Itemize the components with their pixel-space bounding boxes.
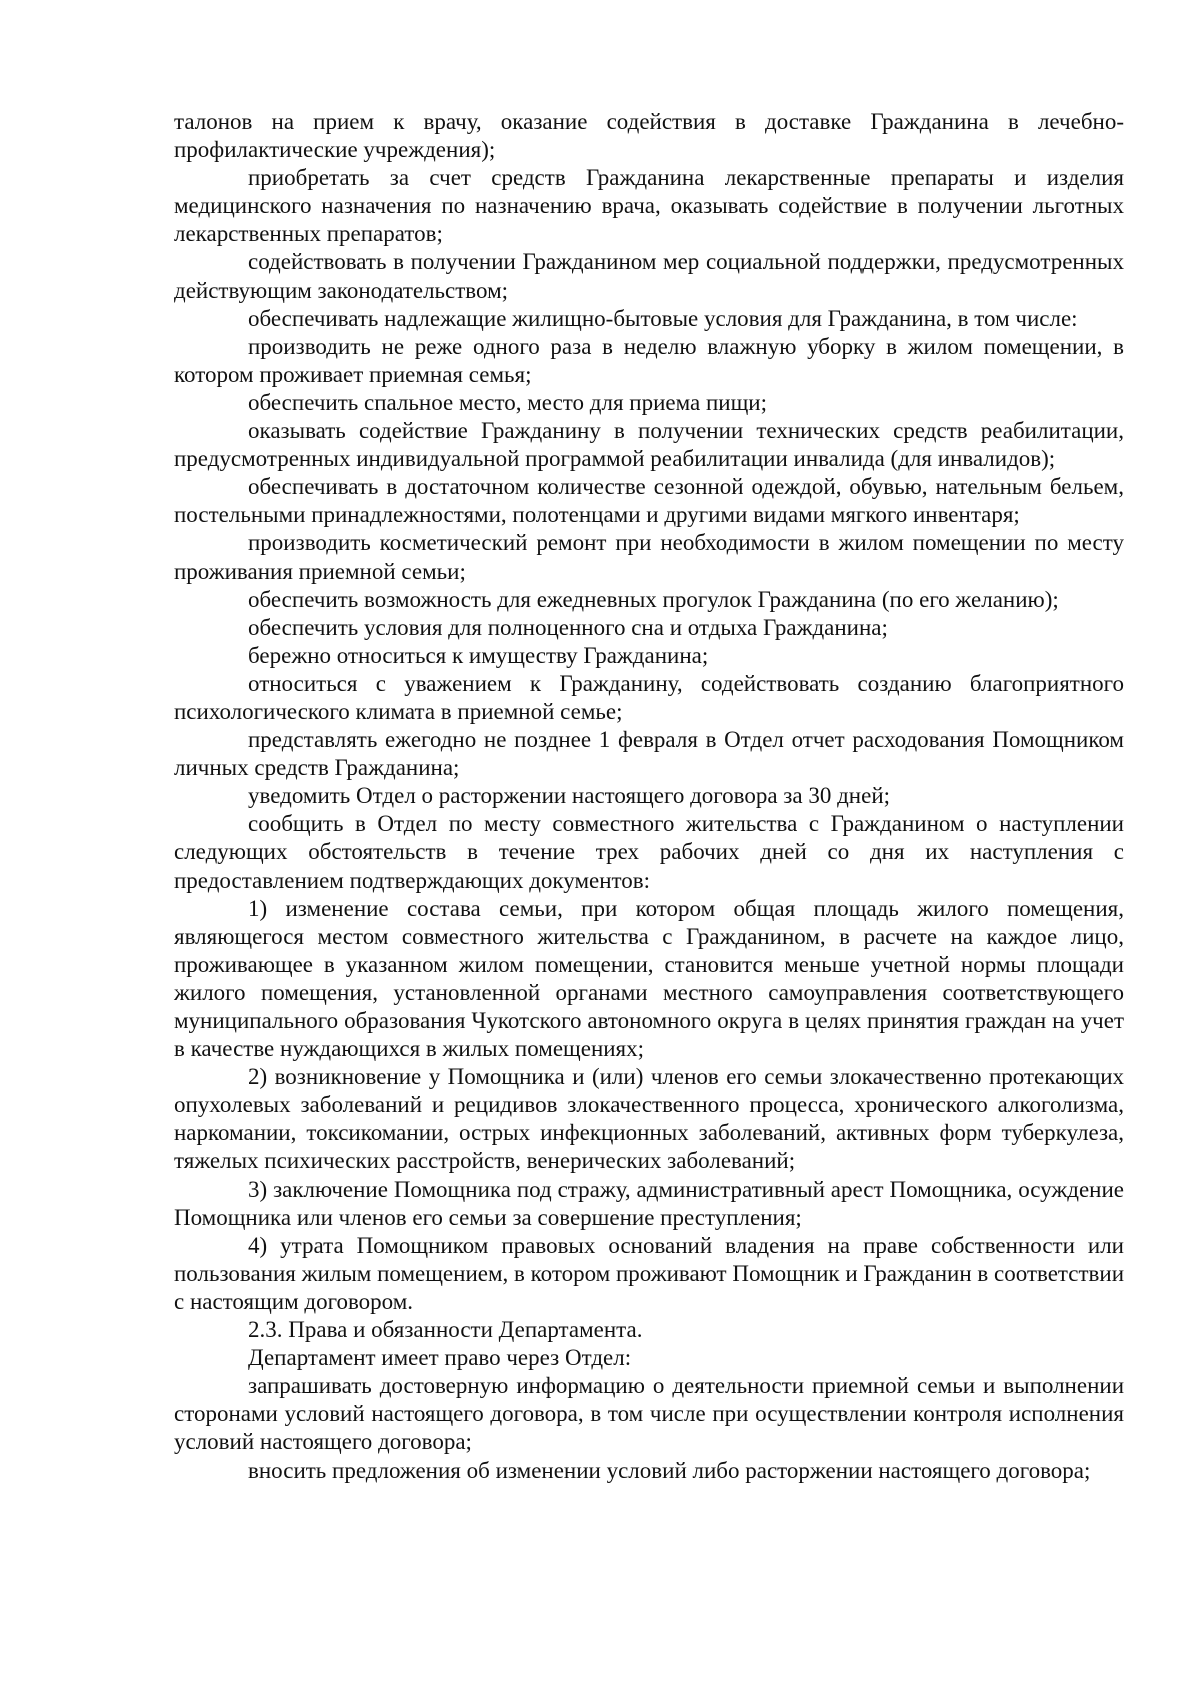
section-heading: 2.3. Права и обязанности Департамента.: [248, 1317, 643, 1343]
paragraph: относиться с уважением к Гражданину, содействовать созданию благоприятного психологического климата в приемной семье;: [174, 670, 1124, 724]
paragraph: сообщить в Отдел по месту совместного жительства с Гражданином о наступлении следующих обстоятельств в течение трех рабочих дней со дня их наступления с предоставлением подтверждающих документов:: [174, 811, 1124, 893]
paragraph: запрашивать достоверную информацию о деятельности приемной семьи и выполнении сторонами условий настоящего договора, в том числе при осуществлении контроля исполнения условий настоящего договора;: [174, 1373, 1124, 1455]
paragraph: 3) заключение Помощника под стражу, административный арест Помощника, осуждение Помощника или членов его семьи за совершение преступления;: [174, 1176, 1124, 1230]
paragraph: 1) изменение состава семьи, при котором общая площадь жилого помещения, являющегося местом совместного жительства с Гражданином, в расчете на каждое лицо, проживающее в указанном жилом помещении, становится меньше учетной нормы площади жилого помещения, установленной органами местного самоуправления соответствующего муниципального образования Чукотского автономного округа в целях принятия граждан на учет в качестве нуждающихся в жилых помещениях;: [174, 895, 1124, 1062]
paragraph: обеспечивать надлежащие жилищно-бытовые условия для Гражданина, в том числе:: [248, 305, 1078, 331]
paragraph: содействовать в получении Гражданином мер социальной поддержки, предусмотренных действующим законодательством;: [174, 249, 1124, 303]
paragraph: обеспечить спальное место, место для приема пищи;: [248, 389, 767, 415]
paragraph: Департамент имеет право через Отдел:: [248, 1345, 632, 1371]
paragraph: обеспечить возможность для ежедневных прогулок Гражданина (по его желанию);: [248, 586, 1059, 612]
paragraph: 2) возникновение у Помощника и (или) членов его семьи злокачественно протекающих опухолевых заболеваний и рецидивов злокачественного процесса, хронического алкоголизма, наркомании, токсикомании, острых инфекционных заболеваний, активных форм туберкулеза, тяжелых психических расстройств, венерических заболеваний;: [174, 1064, 1124, 1174]
paragraph: производить не реже одного раза в неделю влажную уборку в жилом помещении, в котором проживает приемная семья;: [174, 333, 1124, 387]
document-page: [174, 108, 1124, 1485]
paragraph: 4) утрата Помощником правовых оснований владения на праве собственности или пользования жилым помещением, в котором проживают Помощник и Гражданин в соответствии с настоящим договором.: [174, 1232, 1124, 1314]
paragraph: бережно относиться к имуществу Гражданина;: [248, 642, 709, 668]
paragraph: обеспечить условия для полноценного сна и отдыха Гражданина;: [248, 614, 888, 640]
paragraph: талонов на прием к врачу, оказание содействия в доставке Гражданина в лечебно-профилактические учреждения);: [174, 109, 1124, 163]
paragraph: производить косметический ремонт при необходимости в жилом помещении по месту проживания приемной семьи;: [174, 530, 1124, 584]
paragraph: оказывать содействие Гражданину в получении технических средств реабилитации, предусмотренных индивидуальной программой реабилитации инвалида (для инвалидов);: [174, 418, 1124, 472]
paragraph: обеспечивать в достаточном количестве сезонной одеждой, обувью, нательным бельем, постельными принадлежностями, полотенцами и другими видами мягкого инвентаря;: [174, 474, 1124, 528]
paragraph: вносить предложения об изменении условий либо расторжении настоящего договора;: [248, 1457, 1091, 1483]
paragraph: уведомить Отдел о расторжении настоящего договора за 30 дней;: [248, 783, 891, 809]
paragraph: представлять ежегодно не позднее 1 февраля в Отдел отчет расходования Помощником личных средств Гражданина;: [174, 727, 1124, 781]
paragraph: приобретать за счет средств Гражданина лекарственные препараты и изделия медицинского назначения по назначению врача, оказывать содействие в получении льготных лекарственных препаратов;: [174, 165, 1124, 247]
